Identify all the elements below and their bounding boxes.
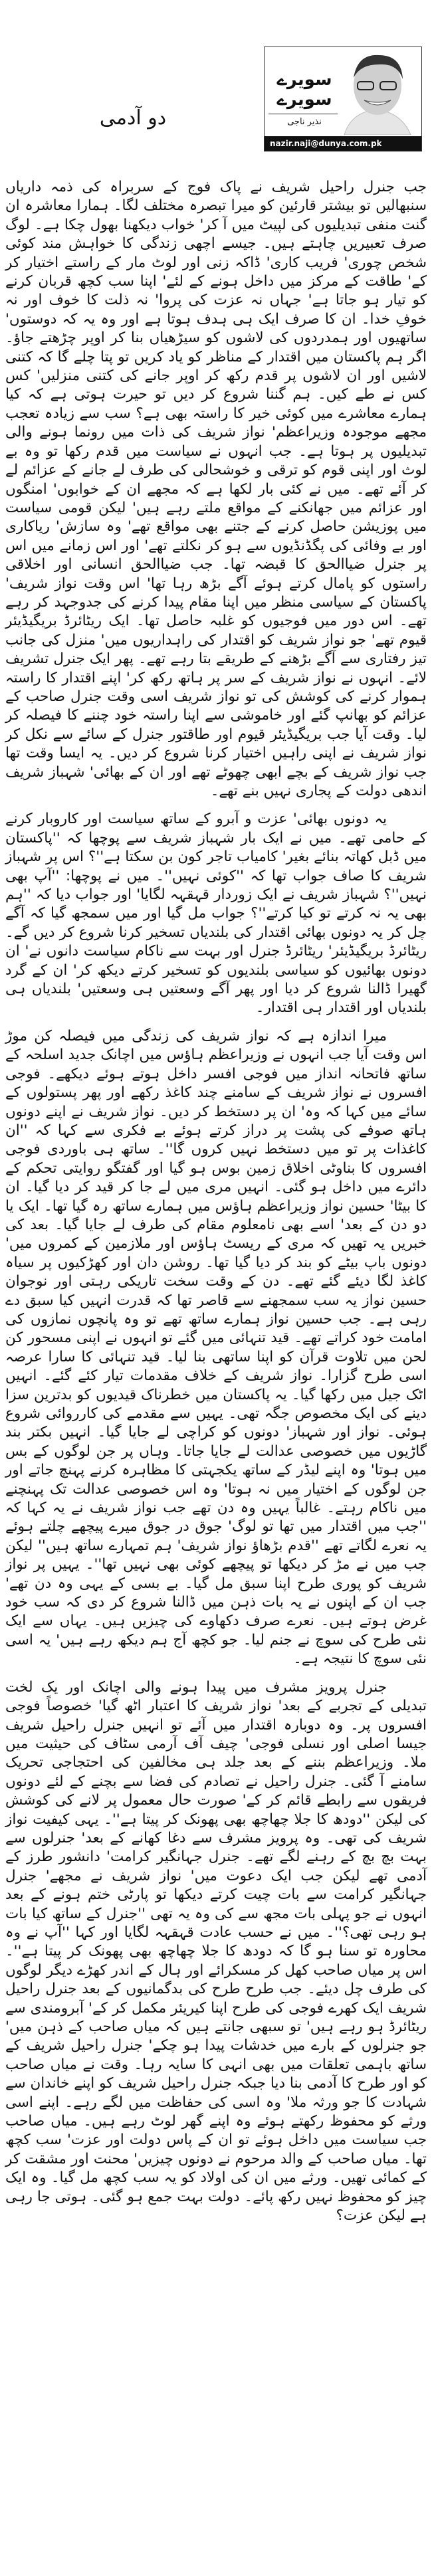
- series-logo: سویرے سویرے: [276, 70, 332, 110]
- article-paragraph: یہ دونوں بھائی' عزت و آبرو کے ساتھ سیاست اور کاروبار کرنے کے حامی تھے۔ میں نے ایک بار شہباز شریف سے پوچھا کہ ''پاکستان میں ڈبل کھاتہ بنائے بغیر' کامیاب تاجر کون بن سکتا ہے''؟ اس پر شہباز شریف کا صاف جواب تھا کہ ''کوئی نہیں''۔ میں نے پوچھا: ''آپ بھی نہیں''؟ شہباز شریف نے ایک زوردار قہقہہ لگایا' اور جواب دیا کہ ''ہم بھی یہ نہ کرتے تو کیا کرتے''؟ جواب مل گیا اور میں سمجھ گیا کہ آگے چل کر یہ دونوں بھائی اقتدار کی بلندیاں تسخیر کرنا شروع کر دیں گے۔ ریٹائرڈ بریگیڈیئر' ریٹائرڈ جنرل اور بہت سے ناکام سیاست دانوں نے' ان دونوں بھائیوں کو سیاسی بلندیوں کو تسخیر کرتے دیکھ کر' ان کے گرد گھیرا ڈالنا شروع کر دیا اور پھر آگے وسعتیں ہی وسعتیں' بلندیاں ہی بلندیاں اور اقتدار ہی اقتدار۔: [5, 811, 427, 1017]
- article-body: [5, 178, 427, 2234]
- article-paragraph: جب جنرل راحیل شریف نے پاک فوج کے سربراہ کی ذمہ داریاں سنبھالیں تو بیشتر قارئین کو میرا تبصرہ مختلف لگا۔ ہمارا معاشرہ ان گنت منفی تبدیلیوں کی لپیٹ میں آ کر' خواب دیکھنا بھول چکا ہے۔ لوگ صرف تعبیریں چاہتے ہیں۔ جیسے اچھی زندگی کا خواہش مند کوئی شخص چوری' فریب کاری' ڈاکہ زنی اور لوٹ مار کے راستے اختیار کر کے' طاقت کے مرکز میں داخل ہونے کے لئے' اپنا سب کچھ قربان کرنے کو تیار ہو جاتا ہے' جہاں نہ عزت کی پروا' نہ ذلت کا خوف اور نہ خوفِ خدا۔ ان کا صرف ایک ہی ہدف ہوتا ہے اور وہ یہ کہ دوستوں' ساتھیوں اور ہمدردوں کی لاشوں کو سیڑھیاں بنا کر اوپر چڑھتے جاؤ۔ اگر ہم پاکستان میں اقتدار کے مناظر کو یاد کریں تو پتا چلے گا کہ کتنی لاشیں اور ان لاشوں پر قدم رکھ کر اوپر جانے کی کتنی منزلیں' کس کس نے طے کیں۔ ہم گننا شروع کر دیں تو حیرت ہوتی ہے کہ کیا ہمارے معاشرے میں کوئی خیر کا راستہ بھی ہے؟ سب سے زیادہ تعجب مجھے موجودہ وزیراعظم' نواز شریف کی ذات میں رونما ہونے والی تبدیلیوں پر ہوتا ہے۔ جب انہوں نے سیاست میں قدم رکھا تو وہ بے لوث اور اپنی قوم کو ترقی و خوشحالی کی طرف لے جانے کے عزائم لے کر آئے تھے۔ میں نے کئی بار لکھا ہے کہ مجھے ان کے خوابوں' امنگوں اور عزائم میں جھانکنے کے مواقع ملتے رہے ہیں' لیکن قومی سیاست میں پوزیشن حاصل کرنے کے جتنے بھی مواقع تھے' وہ سازش' ریاکاری اور بے وفائی کی پگڈنڈیوں سے ہو کر نکلتے تھے' اور اس زمانے میں اس پر جنرل ضیاالحق کا قبضہ تھا۔ جب ضیاالحق انسانی اور اخلاقی راستوں کو پامال کرتے ہوئے آگے بڑھ رہا تھا' اس وقت نواز شریف' پاکستان کے سیاسی منظر میں اپنا مقام پیدا کرنے کی جدوجہد کر رہے تھے۔ اس دور میں فوجیوں کو غلبہ حاصل تھا۔ ایک ریٹائرڈ بریگیڈیئر قیوم تھے' جو نواز شریف کو اقتدار کی راہداریوں میں' منزل کی جانب تیز رفتاری سے آگے بڑھنے کے طریقے بتا رہے تھے۔ پھر ایک جنرل تشریف لائے۔ انہوں نے نواز شریف کے سر پر ہاتھ رکھ کر' اپنے اقتدار کا راستہ ہموار کرنے کی کوشش کی تو نواز شریف اسی وقت جنرل صاحب کے عزائم کو بھانپ گئے اور خاموشی سے اپنا راستہ خود چننے کا فیصلہ کر لیا۔ وقت آیا جب بریگیڈیئر قیوم اور طاقتور جنرل کے سائے سے نکل کر نواز شریف نے اپنی راہیں اختیار کرنا شروع کر دیں۔ یہ ایسا وقت تھا جب نواز شریف کے بچے ابھی چھوٹے تھے اور ان کے بھائی' شہباز شریف اندھی دولت کے پجاری نہیں بنے تھے۔: [5, 179, 427, 799]
- article-title: دو آدمی: [99, 106, 167, 130]
- columnist-header-box: [264, 47, 422, 151]
- author-email[interactable]: nazir.naji@dunya.com.pk: [265, 136, 421, 151]
- article-paragraph: میرا اندازہ ہے کہ نواز شریف کی زندگی میں فیصلہ کن موڑ اس وقت آیا جب انہوں نے وزیراعظم ہاؤس میں اچانک جدید اسلحہ کے ساتھ فاتحانہ انداز میں فوجی افسر داخل ہوتے ہوئے دیکھے۔ فوجی افسروں نے نواز شریف کے سامنے چند کاغذ رکھے اور پھر پستولوں کے سائے میں کہا کہ وہ' ان پر دستخط کر دیں۔ نواز شریف نے اپنے دونوں ہاتھ صوفے کی پشت پر دراز کرتے ہوئے بے فکری سے کہا کہ ''ان کاغذات پر تو میں دستخط نہیں کروں گا''۔ ساتھ ہی باوردی فوجی افسروں کا بناوٹی اخلاق زمین بوس ہو گیا اور گفتگو روایتی تحکم کے دائرے میں داخل ہو گئی۔ انہیں مری میں لے جا کر قید کر دیا گیا۔ ان کا بیٹا' حسین نواز وزیراعظم ہاؤس میں ہمارے ساتھ رہ گیا تھا۔ ایک یا دو دن کے بعد' اسے بھی نامعلوم مقام کی طرف لے جایا گیا۔ بعد کی خبریں یہ تھیں کہ مری کے ریسٹ ہاؤس اور ملازمین کے کمروں میں' دونوں باپ بیٹے کو بند کر دیا گیا تھا۔ روشن دان اور کھڑکیوں پر سیاہ کاغذ لگا دیئے گئے تھے۔ دن کے وقت سخت تاریکی رہتی اور نوجوان حسین نواز یہ سب سمجھنے سے قاصر تھا کہ قدرت انہیں کیا سبق دے رہی ہے۔ جب حسین نواز ہمارے ساتھ تھے تو وہ پانچوں نمازوں کی امامت خود کراتے تھے۔ قید تنہائی میں گئے تو انہوں نے اپنی مسحور کن لحن میں تلاوت قرآن کو اپنا ساتھی بنا لیا۔ قید تنہائی کا سارا عرصہ اسی طرح گزارا۔ نواز شریف کے خلاف مقدمات تیار کئے گئے۔ انہیں اٹک جیل میں رکھا گیا۔ یہ پاکستان میں خطرناک قیدیوں کو بدترین سزا دینے کی ایک مخصوص جگہ تھی۔ یہیں سے مقدمے کی کارروائی شروع ہوئی۔ نواز اور شہباز' دونوں کو کراچی لے جایا گیا۔ انہیں بکتر بند گاڑیوں میں خصوصی عدالت لے جایا جاتا۔ وہاں پر جن لوگوں کے بس میں ہوتا' وہ اپنے لیڈر کے ساتھ یکجہتی کا مظاہرہ کرنے پہنچ جاتے اور جن لوگوں کے اختیار میں نہ ہوتا' وہ اس خصوصی عدالت تک پہنچنے میں ناکام رہتے۔ غالباً یہیں وہ دن تھے جب نواز شریف نے یہ کہا کہ ''جب میں اقتدار میں تھا تو لوگ' جوق در جوق میرے پیچھے چلتے ہوئے یہ نعرے لگاتے تھے ''قدم بڑھاؤ نواز شریف' ہم تمہارے ساتھ ہیں'' لیکن جب میں نے مڑ کر دیکھا تو پیچھے کوئی بھی نہیں تھا''۔ یہیں پر نواز شریف کو پوری طرح اپنا سبق مل گیا۔ بے بسی کے یہی وہ دن تھے' جب ان کے اپنوں نے یہ بات ذہن میں ڈالنا شروع کر دی کہ سب خود غرض ہوتے ہیں۔ نعرے صرف دکھاوے کی چیزیں ہیں۔ یہاں سے ایک نئی طرح کی سوچ نے جنم لیا۔ جو کچھ آج ہم دیکھ رہے ہیں' یہ اسی نئی سوچ کا نتیجہ ہے۔: [5, 1027, 427, 1668]
- article-paragraph: جنرل پرویز مشرف میں پیدا ہونے والی اچانک اور یک لخت تبدیلی کے تجربے کے بعد' نواز شریف کا اعتبار اٹھ گیا' خصوصاً فوجی افسروں پر۔ وہ دوبارہ اقتدار میں آئے تو انہیں جنرل راحیل شریف جیسا اصلی اور نسلی فوجی' چیف آف آرمی سٹاف کی حیثیت میں ملا۔ وزیراعظم بننے کے بعد جلد ہی مخالفین کی احتجاجی تحریک سامنے آ گئی۔ جنرل راحیل نے تصادم کی فضا سے بچنے کے لئے دونوں فریقوں سے رابطے قائم کر کے' صورت حال معمول پر لانے کی کوشش کی لیکن ''دودھ کا جلا چھاچھ بھی پھونک کر پیتا ہے''۔ یہی کیفیت نواز شریف کی تھی۔ وہ پرویز مشرف سے دغا کھانے کے بعد' جنرلوں سے بہت بچ بچ کے رہنے لگے تھے۔ جنرل جہانگیر کرامت' دانشور طرز کے آدمی تھے لیکن جب ایک دعوت میں' نواز شریف نے مجھے' جنرل جہانگیر کرامت سے بات چیت کرتے دیکھا تو پارٹی ختم ہونے کے بعد انہوں نے جو پہلی بات مجھ سے کی وہ یہ تھی ''جنرل کے ساتھ کیا بات ہو رہی تھی؟''۔ میں نے حسب عادت قہقہہ لگایا اور کہا ''آپ نے وہ محاورہ تو سنا ہو گا کہ دودھ کا جلا چھاچھ بھی پھونک کر پیتا ہے''۔ اس پر میاں صاحب کھل کر مسکرائے اور ہال کے اندر کھڑے دیگر لوگوں کی طرف چل دیئے۔ جب طرح طرح کی بدگمانیوں کے بعد جنرل راحیل شریف ایک کھرے فوجی کی طرح اپنا کیریئر مکمل کر کے' آبرومندی سے ریٹائرڈ ہو رہے ہیں' تو سبھی جانتے ہیں کہ میاں صاحب کے ذہن میں' جو جنرلوں کے بارے میں خدشات پیدا ہو چکے' جنرل راحیل شریف کے ساتھ باہمی تعلقات میں بھی انہی کا سایہ رہا۔ وقت نے میاں صاحب کو اور طرح کا آدمی بنا دیا جبکہ جنرل راحیل شریف کو اپنے خاندان سے شہادت کا جو ورثہ ملا' وہ اسی کی حفاظت میں لگے رہے۔ اپنے اسی ورثے کو محفوظ رکھتے ہوئے وہ اپنے گھر لوٹ رہے ہیں۔ میاں صاحب جب سیاست میں داخل ہوئے تو ان کے پاس دولت اور عزت' سب کچھ تھا۔ میاں صاحب کے والد مرحوم نے دونوں چیزیں' محنت اور مشقت کر کے کمائی تھیں۔ ورثے میں ان کی اولاد کو یہ سب کچھ مل گیا۔ وہ ایک چیز کو محفوظ نہیں رکھ پائے۔ دولت بہت جمع ہو گئی۔ ہوتی جا رہی ہے لیکن عزت؟: [5, 1678, 427, 2225]
- columnist-photo-icon: [338, 51, 416, 135]
- author-name: نذیر ناجی: [287, 117, 322, 127]
